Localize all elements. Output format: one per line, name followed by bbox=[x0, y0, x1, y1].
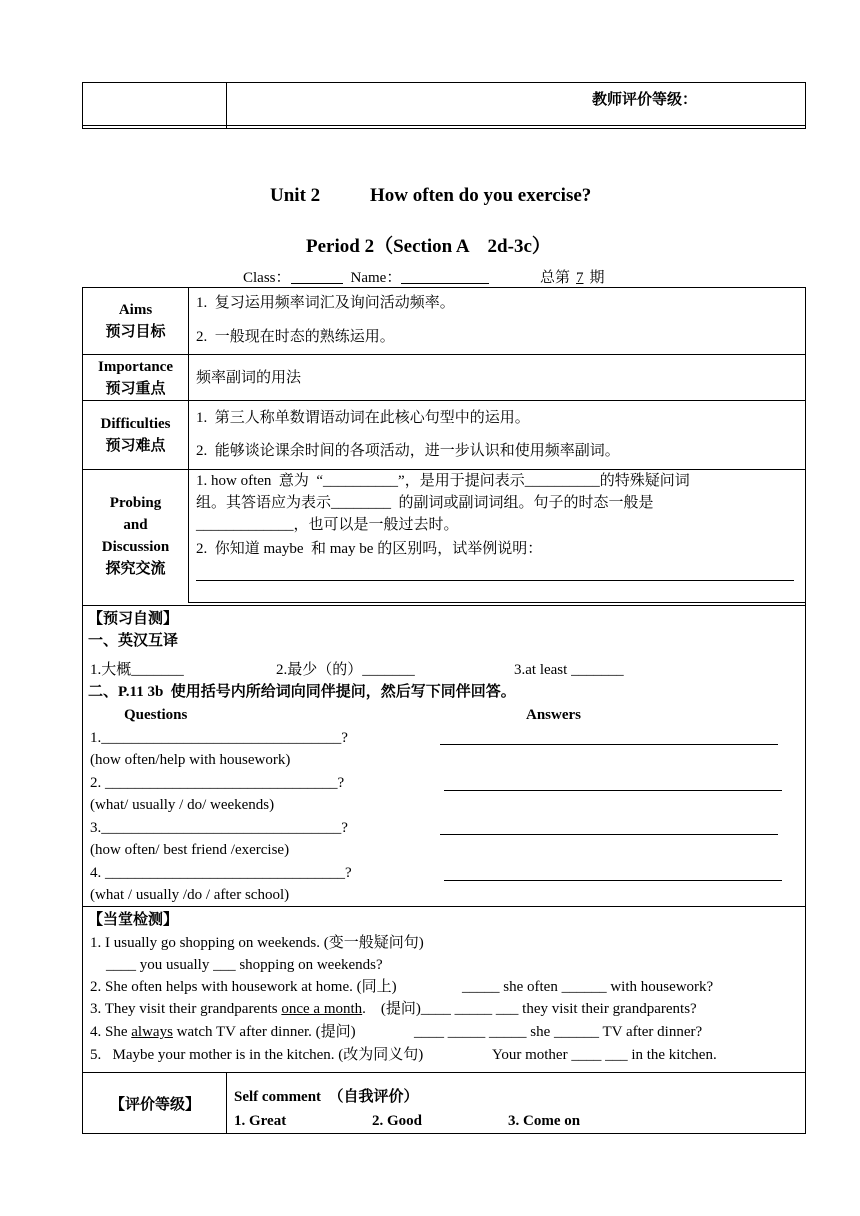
teacher-eval-label: 教师评价等级： bbox=[592, 92, 698, 108]
question-2: 2. _______________________________? bbox=[90, 775, 345, 791]
question-4-hint: (what / usually /do / after school) bbox=[90, 887, 290, 903]
aims-item-1: 1. 复习运用频率词汇及询问活动频率。 bbox=[196, 295, 455, 311]
answer-line-2 bbox=[444, 790, 782, 791]
aims-label: Aims 预习目标 bbox=[105, 302, 166, 340]
importance-text: 频率副词的用法 bbox=[196, 370, 302, 386]
answer-line-3 bbox=[440, 834, 778, 835]
name-label: Name： bbox=[350, 270, 402, 286]
probing-line-4: 2. 你知道 maybe 和 may be 的区别吗，试举例说明： bbox=[196, 541, 543, 557]
question-2-hint: (what/ usually / do/ weekends) bbox=[90, 797, 275, 813]
class-name-line bbox=[243, 266, 489, 287]
check-sentence-4-underlined: always bbox=[131, 1024, 173, 1040]
answer-line-4 bbox=[444, 880, 782, 881]
preview-heading: 【预习自测】 bbox=[88, 611, 179, 627]
check-sentence-2: 2. She often helps with housework at home. (同上) bbox=[90, 979, 397, 995]
self-comment-label: Self comment （自我评价） bbox=[234, 1089, 419, 1105]
preview-item-3: 3.at least _______ bbox=[514, 662, 624, 678]
total-issue bbox=[540, 266, 605, 287]
eval-option-good: 2. Good bbox=[372, 1113, 423, 1129]
answer-line-1 bbox=[440, 744, 778, 745]
check-sentence-1-blank: ____ you usually ___ shopping on weekends? bbox=[106, 957, 383, 973]
check-sentence-1: 1. I usually go shopping on weekends. (变一般疑问句) bbox=[90, 935, 424, 951]
total-suffix: 期 bbox=[589, 270, 605, 286]
probing-label: Probing and Discussion 探究交流 bbox=[101, 495, 170, 577]
question-1-hint: (how often/help with housework) bbox=[90, 752, 291, 768]
eval-option-come-on: 3. Come on bbox=[508, 1113, 581, 1129]
aims-item-2: 2. 一般现在时态的熟练运用。 bbox=[196, 329, 395, 345]
check-sentence-4: 4. She always watch TV after dinner. (提问) bbox=[90, 1024, 356, 1040]
preview-part1-title: 一、英汉互译 bbox=[88, 633, 179, 649]
probing-line-2: 组。其答语应为表示________ 的副词或副词词组。句子的时态一般是 bbox=[196, 495, 654, 511]
preview-item-1: 1.大概_______ bbox=[90, 662, 184, 678]
name-blank bbox=[401, 269, 489, 284]
period-title: Period 2（Section A 2d-3c） bbox=[306, 236, 551, 257]
check-sentence-3-underlined: once a month bbox=[281, 1001, 363, 1017]
class-label: Class： bbox=[243, 270, 291, 286]
question-4: 4. ________________________________? bbox=[90, 865, 352, 881]
check-sentence-5: 5. Maybe your mother is in the kitchen. (改为同义句) bbox=[90, 1047, 424, 1063]
check-sentence-5-blank: Your mother ____ ___ in the kitchen. bbox=[492, 1047, 717, 1063]
difficulties-item-1: 1. 第三人称单数谓语动词在此核心句型中的运用。 bbox=[196, 410, 530, 426]
eval-option-great: 1. Great bbox=[234, 1113, 287, 1129]
probing-line-3: _____________，也可以是一般过去时。 bbox=[196, 517, 459, 533]
check-heading: 【当堂检测】 bbox=[88, 912, 179, 928]
class-blank bbox=[291, 269, 343, 284]
preview-part2-title: 二、P.11 3b 使用括号内所给词向同伴提问，然后写下同伴回答。 bbox=[88, 684, 516, 700]
importance-label: Importance 预习重点 bbox=[98, 359, 173, 397]
preview-item-2: 2.最少（的）_______ bbox=[276, 662, 415, 678]
evaluation-label: 【评价等级】 bbox=[109, 1097, 200, 1113]
total-num: 7 bbox=[576, 270, 584, 286]
difficulties-label: Difficulties 预习难点 bbox=[100, 416, 171, 454]
total-label: 总第 bbox=[540, 270, 571, 286]
question-3: 3.________________________________? bbox=[90, 820, 348, 836]
lesson-question-title: How often do you exercise? bbox=[370, 185, 592, 206]
unit-title: Unit 2 bbox=[270, 185, 321, 206]
probing-answer-line-1 bbox=[196, 580, 794, 581]
check-sentence-2-blank: _____ she often ______ with housework? bbox=[462, 979, 714, 995]
questions-label: Questions bbox=[124, 707, 188, 723]
check-sentence-4-blank: ____ _____ _____ she ______ TV after dinner? bbox=[414, 1024, 703, 1040]
question-3-hint: (how often/ best friend /exercise) bbox=[90, 842, 290, 858]
difficulties-item-2: 2. 能够谈论课余时间的各项活动，进一步认识和使用频率副词。 bbox=[196, 443, 620, 459]
question-1: 1.________________________________? bbox=[90, 730, 348, 746]
answers-label: Answers bbox=[526, 707, 581, 723]
probing-line-1: 1. how often 意为 “__________”，是用于提问表示__________的特殊疑问词 bbox=[196, 473, 690, 489]
check-sentence-3: 3. They visit their grandparents once a month. (提问)____ _____ ___ they visit their grandparents? bbox=[90, 1001, 697, 1017]
